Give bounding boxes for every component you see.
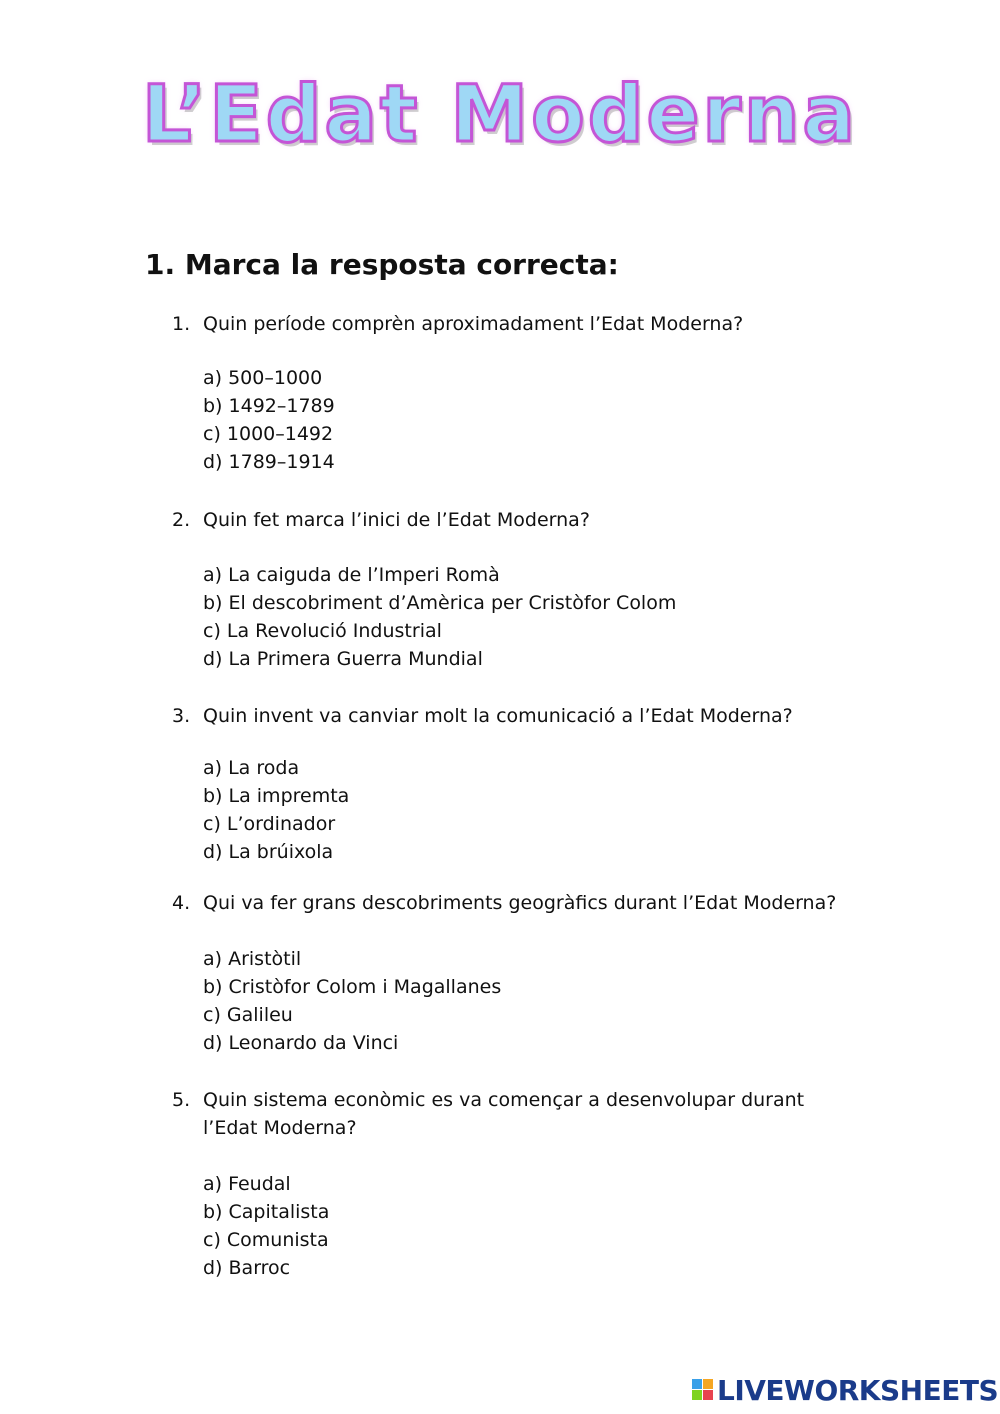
- options-list: [203, 364, 335, 476]
- question-text: Quin fet marca l’inici de l’Edat Moderna?: [203, 509, 590, 531]
- option-c[interactable]: c) 1000–1492: [203, 423, 334, 445]
- logo-square: [703, 1390, 713, 1400]
- logo-square: [703, 1379, 713, 1389]
- options-list: [203, 754, 349, 866]
- question-number: 3.: [172, 705, 191, 727]
- question-text: Quin invent va canviar molt la comunicació a l’Edat Moderna?: [203, 705, 793, 727]
- question-text: Quin sistema econòmic es va començar a desenvolupar durant l’Edat Moderna?: [203, 1089, 805, 1139]
- brand-name: LIVEWORKSHEETS: [717, 1373, 999, 1407]
- question-text: Quin període comprèn aproximadament l’Edat Moderna?: [203, 313, 744, 335]
- option-d[interactable]: d) Barroc: [203, 1257, 291, 1279]
- option-a[interactable]: a) 500–1000: [203, 367, 323, 389]
- options-list: [203, 561, 676, 673]
- option-b[interactable]: b) Capitalista: [203, 1201, 330, 1223]
- question-number: 5.: [172, 1089, 191, 1111]
- option-b[interactable]: b) Cristòfor Colom i Magallanes: [203, 976, 502, 998]
- logo-square: [692, 1379, 702, 1389]
- option-a[interactable]: a) Aristòtil: [203, 948, 302, 970]
- option-c[interactable]: c) La Revolució Industrial: [203, 620, 442, 642]
- question-number: 1.: [172, 313, 191, 335]
- option-b[interactable]: b) 1492–1789: [203, 395, 335, 417]
- option-b[interactable]: b) La impremta: [203, 785, 350, 807]
- option-c[interactable]: c) Comunista: [203, 1229, 329, 1251]
- option-c[interactable]: c) Galileu: [203, 1004, 293, 1026]
- liveworksheets-logo: [692, 1375, 998, 1405]
- logo-square: [692, 1390, 702, 1400]
- option-a[interactable]: a) Feudal: [203, 1173, 291, 1195]
- option-a[interactable]: a) La roda: [203, 757, 300, 779]
- option-d[interactable]: d) La Primera Guerra Mundial: [203, 648, 483, 670]
- worksheet-title: L’Edat Moderna: [141, 70, 859, 160]
- question-number: 4.: [172, 892, 191, 914]
- question-text: Qui va fer grans descobriments geogràfics durant l’Edat Moderna?: [203, 892, 837, 914]
- section-heading: 1. Marca la resposta correcta:: [145, 248, 619, 281]
- liveworksheets-icon: [692, 1379, 714, 1401]
- option-c[interactable]: c) L’ordinador: [203, 813, 336, 835]
- option-d[interactable]: d) 1789–1914: [203, 451, 335, 473]
- option-d[interactable]: d) La brúixola: [203, 841, 334, 863]
- option-b[interactable]: b) El descobriment d’Amèrica per Cristòfor Colom: [203, 592, 677, 614]
- option-a[interactable]: a) La caiguda de l’Imperi Romà: [203, 564, 500, 586]
- options-list: [203, 1170, 329, 1282]
- question-number: 2.: [172, 509, 191, 531]
- options-list: [203, 945, 501, 1057]
- option-d[interactable]: d) Leonardo da Vinci: [203, 1032, 399, 1054]
